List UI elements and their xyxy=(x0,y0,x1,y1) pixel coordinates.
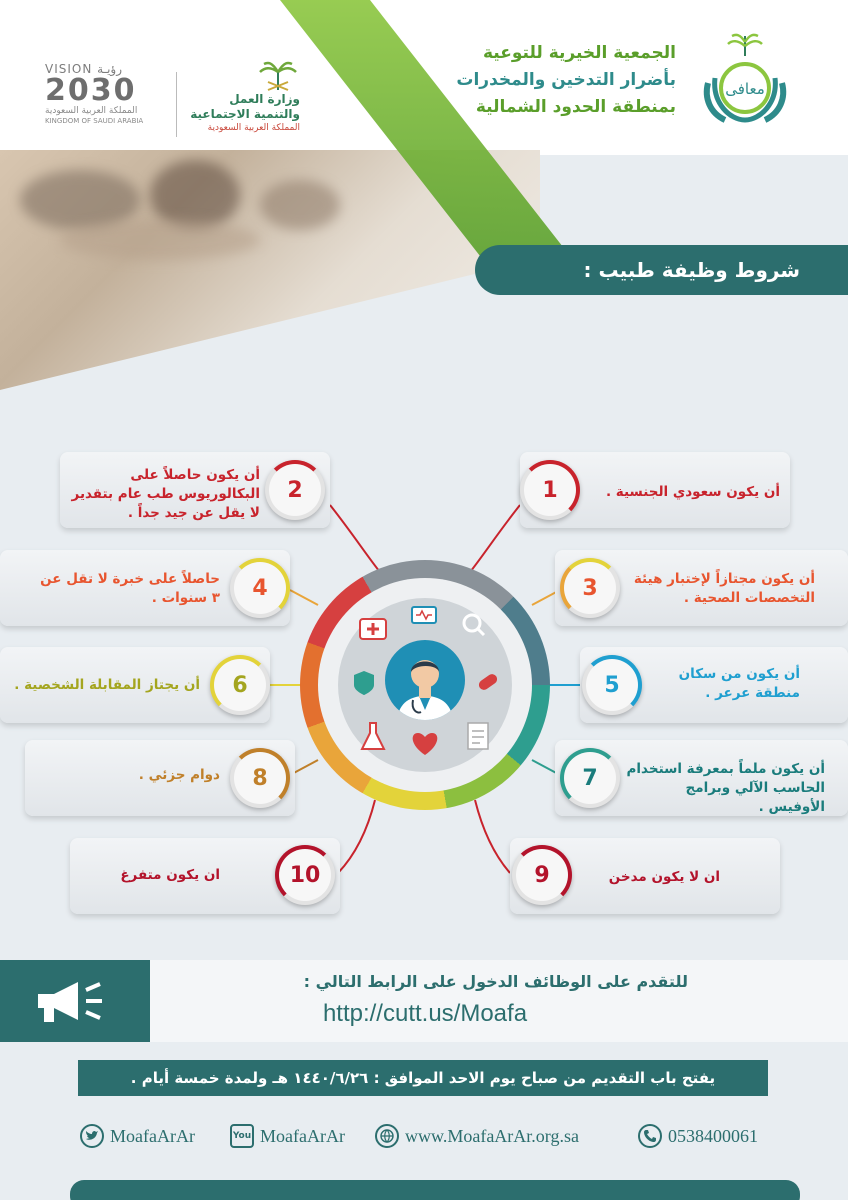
pill-icon xyxy=(477,672,499,692)
ministry-line-2: والتنمية الاجتماعية xyxy=(190,107,300,121)
condition-text-3: أن يكون مجتازاً لإختبار هيئة التخصصات الصحية . xyxy=(633,571,815,606)
condition-text-1: أن يكون سعودي الجنسية . xyxy=(605,484,780,500)
footer-bar xyxy=(70,1180,800,1200)
first-aid-kit-icon xyxy=(360,619,386,639)
twitter-icon xyxy=(80,1124,104,1148)
twitter-contact[interactable] xyxy=(80,1124,195,1148)
condition-number-5: 5 xyxy=(582,655,642,715)
monitor-icon xyxy=(412,607,436,623)
vision-top: VISION رؤيـة xyxy=(45,62,123,76)
phone-contact[interactable] xyxy=(638,1124,758,1148)
website-url: www.MoafaArAr.org.sa xyxy=(405,1125,579,1146)
condition-text-6: أن يجتاز المقابلة الشخصية . xyxy=(14,677,200,693)
heart-icon xyxy=(413,733,438,755)
condition-text-9: ان لا يكون مدخن xyxy=(608,869,720,885)
condition-text-2: أن يكون حاصلاً على البكالوريوس طب عام بتقدير لا يقل عن جيد جداً . xyxy=(71,467,260,521)
condition-text-7: أن يكون ملماً بمعرفة استخدام الحاسب الآلي وبرامج الأوفيس . xyxy=(626,761,825,815)
condition-number-1: 1 xyxy=(520,460,580,520)
flask-icon xyxy=(362,723,384,749)
org-line-3: بمنطقة الحدود الشمالية xyxy=(475,97,676,117)
youtube-icon: You xyxy=(230,1124,254,1148)
contacts-row xyxy=(70,1118,790,1158)
org-line-1: الجمعية الخيرية للتوعية xyxy=(483,43,676,63)
ministry-line-1: وزارة العمل xyxy=(229,92,300,106)
youtube-handle: MoafaArAr xyxy=(260,1125,345,1146)
magnifier-icon xyxy=(464,615,484,635)
condition-number-4: 4 xyxy=(230,558,290,618)
shield-icon xyxy=(354,671,374,695)
open-date-text: يفتح باب التقديم من صباح يوم الاحد الموافق : ١٤٤٠/٦/٢٦ هـ ولمدة خمسة أيام . xyxy=(130,1069,716,1087)
report-icon xyxy=(468,723,488,749)
condition-number-10: 10 xyxy=(275,845,335,905)
condition-text-8: دوام جزئي . xyxy=(138,767,220,783)
website-contact[interactable] xyxy=(375,1124,579,1148)
application-link[interactable]: http://cutt.us/Moafa xyxy=(322,1000,528,1027)
vision-sub: المملكة العربية السعودية xyxy=(45,106,138,116)
condition-number-9: 9 xyxy=(512,845,572,905)
phone-number: 0538400061 xyxy=(668,1125,758,1146)
vision-year: 2030 xyxy=(45,73,137,108)
condition-number-8: 8 xyxy=(230,748,290,808)
condition-number-2: 2 xyxy=(265,460,325,520)
condition-text-4: حاصلاً على خبرة لا تقل عن ٣ سنوات . xyxy=(40,571,220,606)
ministry-line-3: المملكة العربية السعودية xyxy=(207,123,300,133)
youtube-contact[interactable] xyxy=(230,1124,345,1148)
page-title: شروط وظيفة طبيب : xyxy=(583,258,800,282)
cta-instructions: للتقدم على الوظائف الدخول على الرابط التالي : xyxy=(303,972,688,991)
phone-icon xyxy=(638,1124,662,1148)
condition-number-3: 3 xyxy=(560,558,620,618)
condition-text-5: أن يكون من سكان منطقة عرعر . xyxy=(678,666,800,701)
org-line-2: بأضرار التدخين والمخدرات xyxy=(456,70,676,90)
logo-text: معافى xyxy=(725,80,765,98)
vision-eng: KINGDOM OF SAUDI ARABIA xyxy=(45,117,144,125)
condition-number-7: 7 xyxy=(560,748,620,808)
globe-icon xyxy=(375,1124,399,1148)
medical-icons xyxy=(350,605,500,765)
condition-number-6: 6 xyxy=(210,655,270,715)
condition-text-10: ان يكون متفرغ xyxy=(120,867,220,883)
twitter-handle: MoafaArAr xyxy=(110,1125,195,1146)
